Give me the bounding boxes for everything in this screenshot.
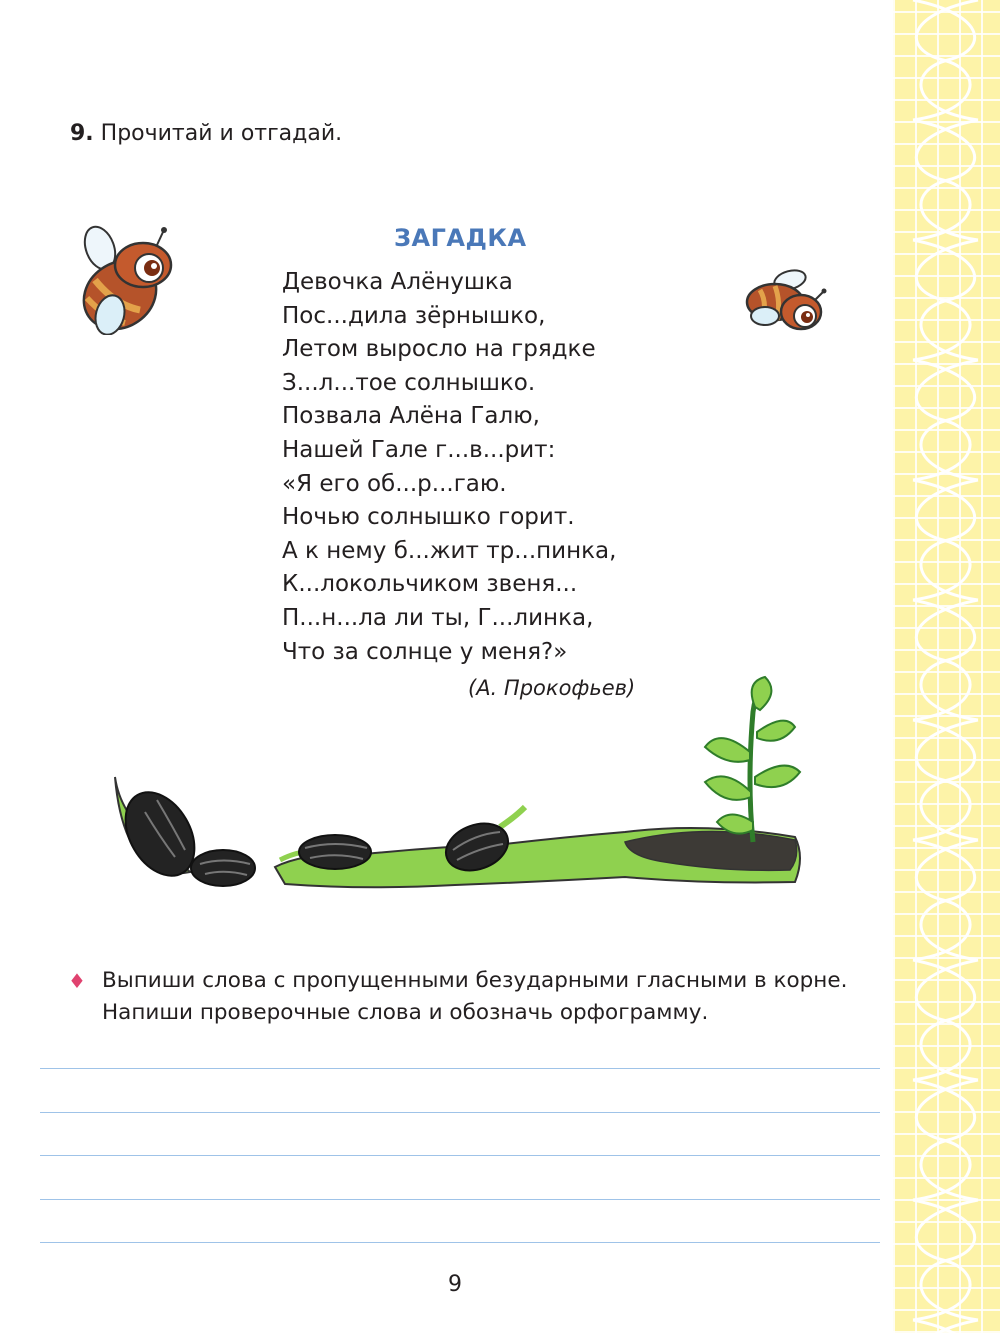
riddle-poem <box>282 266 616 669</box>
poem-line: Ночью солнышко горит. <box>282 504 575 531</box>
writing-area <box>40 1068 880 1286</box>
loop-pattern-icon <box>893 0 1000 1333</box>
poem-line: П...н...ла ли ты, Г...линка, <box>282 604 594 631</box>
writing-line[interactable] <box>40 1112 880 1156</box>
decorative-sidebar <box>893 0 1000 1333</box>
poem-line: К...локольчиком звеня... <box>282 571 578 598</box>
poem-line: Что за солнце у меня?» <box>282 638 568 665</box>
poem-line: З...л...тое солнышко. <box>282 369 536 396</box>
sprout-icon <box>705 677 800 842</box>
poem-line: Пос...дила зёрнышко, <box>282 302 546 329</box>
task-heading <box>70 121 342 146</box>
task-number: 9. <box>70 121 94 146</box>
poem-author: (А. Прокофьев) <box>468 676 636 700</box>
writing-line[interactable] <box>40 1155 880 1199</box>
poem-line: «Я его об...р...гаю. <box>282 470 507 497</box>
exercise-instruction <box>68 965 883 1029</box>
task-instruction: Прочитай и отгадай. <box>100 121 343 146</box>
riddle-title: ЗАГАДКА <box>394 224 527 252</box>
bee-right-icon <box>735 262 830 337</box>
poem-line: Девочка Алёнушка <box>282 269 513 295</box>
writing-line[interactable] <box>40 1068 880 1112</box>
writing-line[interactable] <box>40 1199 880 1243</box>
poem-line: А к нему б...жит тр...пинка, <box>282 537 617 564</box>
sunflower-seeds-illustration <box>105 672 815 902</box>
poem-line: Позвала Алёна Галю, <box>282 403 540 430</box>
bee-left-icon <box>65 210 180 335</box>
seed-icon <box>191 850 255 886</box>
poem-line: Нашей Гале г...в...рит: <box>282 436 556 463</box>
instruction-line: Напиши проверочные слова и обозначь орфограмму. <box>102 1000 709 1025</box>
instruction-line: Выпиши слова с пропущенными безударными гласными в корне. <box>102 968 848 993</box>
poem-line: Летом выросло на грядке <box>282 336 596 363</box>
page-number: 9 <box>448 1272 462 1297</box>
diamond-bullet-icon: ♦ <box>68 969 86 993</box>
